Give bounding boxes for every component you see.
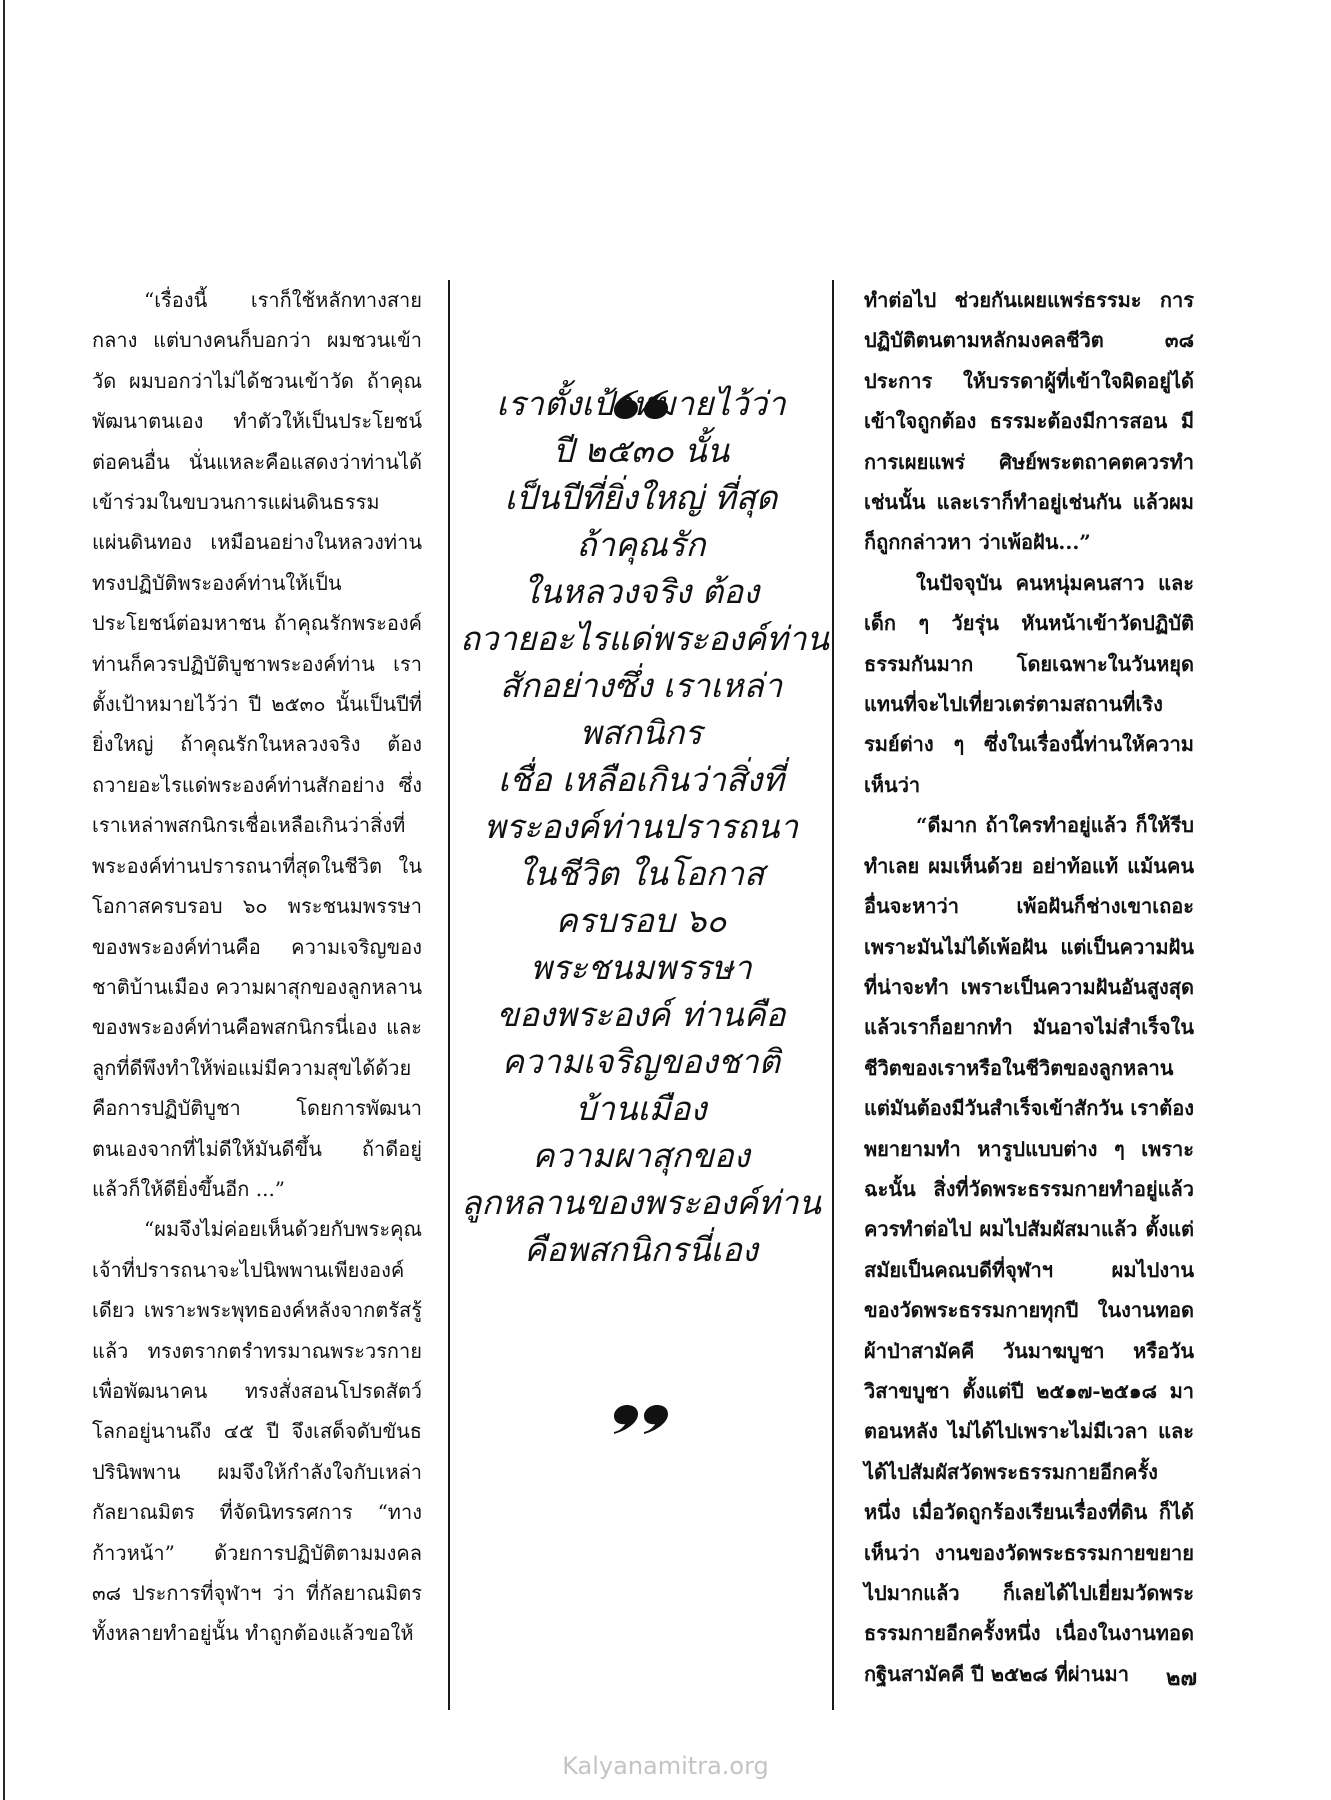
column-divider-left bbox=[448, 280, 450, 1710]
page-edge-line bbox=[3, 0, 5, 1800]
pull-quote-line: สักอย่างซึ่ง เราเหล่า bbox=[499, 666, 783, 705]
watermark: Kalyanamitra.org bbox=[562, 1752, 769, 1780]
pull-quote bbox=[460, 380, 829, 1273]
close-quote-icon bbox=[610, 1404, 672, 1438]
paragraph: ทำต่อไป ช่วยกันเผยแพร่ธรรมะ การปฏิบัติตนตามหลักมงคลชีวิต ๓๘ ประการ ให้บรรดาผู้ที่เข้าใจผิดอยู่ได้เข้าใจถูกต้อง ธรรมะต้องมีการสอน มีการเผยแพร่ ศิษย์พระตถาคตควรทำเช่นนั้น และเราก็ทำอยู่เช่นกัน แล้วผมก็ถูกกล่าวหา ว่าเพ้อฝัน...” bbox=[864, 288, 1194, 555]
pull-quote-line: เราตั้งเป้าหมายไว้ว่า bbox=[496, 384, 786, 423]
pull-quote-line: ในชีวิต ในโอกาส bbox=[517, 854, 765, 893]
pull-quote-line: เชื่อ เหลือเกินว่าสิ่งที่ bbox=[498, 760, 784, 799]
column-divider-right bbox=[832, 280, 834, 1710]
paragraph: ในปัจจุบัน คนหนุ่มคนสาว และเด็ก ๆ วัยรุ่น หันหน้าเข้าวัดปฏิบัติธรรมกันมาก โดยเฉพาะในวันหยุด แทนที่จะไปเที่ยวเตร่ตามสถานที่เริงรมย์ต่าง ๆ ซึ่งในเรื่องนี้ท่านให้ความเห็นว่า bbox=[864, 570, 1194, 797]
paragraph: “ผมจึงไม่ค่อยเห็นด้วยกับพระคุณเจ้าที่ปรารถนาจะไปนิพพานเพียงองค์เดียว เพราะพระพุทธองค์หลังจากตรัสรู้แล้ว ทรงตรากตรำทรมาณพระวรกายเพื่อพัฒนาคน ทรงสั่งสอนโปรดสัตว์โลกอยู่นานถึง ๔๕ ปี จึงเสด็จดับขันธปรินิพพาน ผมจึงให้กำลังใจกับเหล่ากัลยาณมิตร ที่จัดนิทรรศการ “ทางก้าวหน้า” ด้วยการปฏิบัติตามมงคล ๓๘ ประการที่จุฬาฯ ว่า ที่กัลยาณมิตรทั้งหลายทำอยู่นั้น ทำถูกต้องแล้วขอให้ bbox=[92, 1217, 422, 1646]
pull-quote-line: ของพระองค์ ท่านคือ bbox=[496, 995, 786, 1034]
pull-quote-line: พระองค์ท่านปรารถนา bbox=[483, 807, 799, 846]
right-text-column bbox=[864, 280, 1194, 1694]
pull-quote-line: ความผาสุกของ bbox=[532, 1136, 750, 1175]
paragraph: “ดีมาก ถ้าใครทำอยู่แล้ว ก็ให้รีบทำเลย ผมเห็นด้วย อย่าท้อแท้ แม้นคนอื่นจะหาว่า เพ้อฝันก็ช่างเขาเถอะ เพราะมันไม่ได้เพ้อฝัน แต่เป็นความฝันที่น่าจะทำ เพราะเป็นความฝันอันสูงสุด แล้วเราก็อยากทำ มันอาจไม่สำเร็จในชีวิตของเราหรือในชีวิตของลูกหลาน แต่มันต้องมีวันสำเร็จเข้าสักวัน เราต้องพยายามทำ หารูปแบบต่าง ๆ เพราะฉะนั้น สิ่งที่วัดพระธรรมกายทำอยู่แล้ว ควรทำต่อไป ผมไปสัมผัสมาแล้ว ตั้งแต่สมัยเป็นคณบดีที่จุฬาฯ ผมไปงานของวัดพระธรรมกายทุกปี ในงานทอดผ้าป่าสามัคคี วันมาฆบูชา หรือวันวิสาขบูชา ตั้งแต่ปี ๒๕๑๗-๒๕๑๘ มาตอนหลัง ไม่ได้ไปเพราะไม่มีเวลา และได้ไปสัมผัสวัดพระธรรมกายอีกครั้งหนึ่ง เมื่อวัดถูกร้องเรียนเรื่องที่ดิน ก็ได้เห็นว่า งานของวัดพระธรรมกายขยายไปมากแล้ว ก็เลยได้ไปเยี่ยมวัดพระธรรมกายอีกครั้งหนึ่ง เนื่องในงานทอดกฐินสามัคคี ปี ๒๕๒๘ ที่ผ่านมา bbox=[864, 813, 1194, 1686]
paragraph: “เรื่องนี้ เราก็ใช้หลักทางสายกลาง แต่บางคนก็บอกว่า ผมชวนเข้าวัด ผมบอกว่าไม่ได้ชวนเข้าวัด ถ้าคุณพัฒนาตนเอง ทำตัวให้เป็นประโยชน์ต่อคนอื่น นั่นแหละคือแสดงว่าท่านได้เข้าร่วมในขบวนการแผ่นดินธรรม แผ่นดินทอง เหมือนอย่างในหลวงท่านทรงปฏิบัติพระองค์ท่านให้เป็นประโยชน์ต่อมหาชน ถ้าคุณรักพระองค์ท่านก็ควรปฏิบัติบูชาพระองค์ท่าน เราตั้งเป้าหมายไว้ว่า ปี ๒๕๓๐ นั้นเป็นปีที่ยิ่งใหญ่ ถ้าคุณรักในหลวงจริง ต้องถวายอะไรแด่พระองค์ท่านสักอย่าง ซึ่งเราเหล่าพสกนิกรเชื่อเหลือเกินว่าสิ่งที่พระองค์ท่านปรารถนาที่สุดในชีวิต ในโอกาสครบรอบ ๖๐ พระชนมพรรษาของพระองค์ท่านคือ ความเจริญของชาติบ้านเมือง ความผาสุกของลูกหลานของพระองค์ท่านคือพสกนิกรนี่เอง และลูกที่ดีพึงทำให้พ่อแม่มีความสุขได้ด้วยคือการปฏิบัติบูชา โดยการพัฒนาตนเองจากที่ไม่ดีให้มันดีขึ้น ถ้าดีอยู่แล้วก็ให้ดียิ่งขึ้นอีก ...” bbox=[92, 288, 422, 1201]
pull-quote-line: เป็นปีที่ยิ่งใหญ่ ที่สุด bbox=[504, 478, 778, 517]
page-number: ๒๗ bbox=[1166, 1665, 1198, 1691]
pull-quote-line: คือพสกนิกรนี่เอง bbox=[524, 1230, 758, 1269]
pull-quote-line: บ้านเมือง bbox=[575, 1089, 707, 1128]
pull-quote-line: ถ้าคุณรัก bbox=[576, 525, 706, 564]
left-text-column bbox=[92, 280, 422, 1654]
pull-quote-line: ครบรอบ ๖๐ bbox=[555, 901, 727, 940]
pull-quote-line: ปี ๒๕๓๐ นั้น bbox=[552, 431, 730, 470]
pull-quote-line: ในหลวงจริง ต้อง bbox=[522, 572, 760, 611]
pull-quote-line: ความเจริญของชาติ bbox=[501, 1042, 781, 1081]
pull-quote-line: ถวายอะไรแด่พระองค์ท่าน bbox=[460, 619, 829, 658]
pull-quote-line: พระชนมพรรษา bbox=[530, 948, 752, 987]
pull-quote-line: ลูกหลานของพระองค์ท่าน bbox=[461, 1183, 821, 1222]
pull-quote-line: พสกนิกร bbox=[579, 713, 703, 752]
